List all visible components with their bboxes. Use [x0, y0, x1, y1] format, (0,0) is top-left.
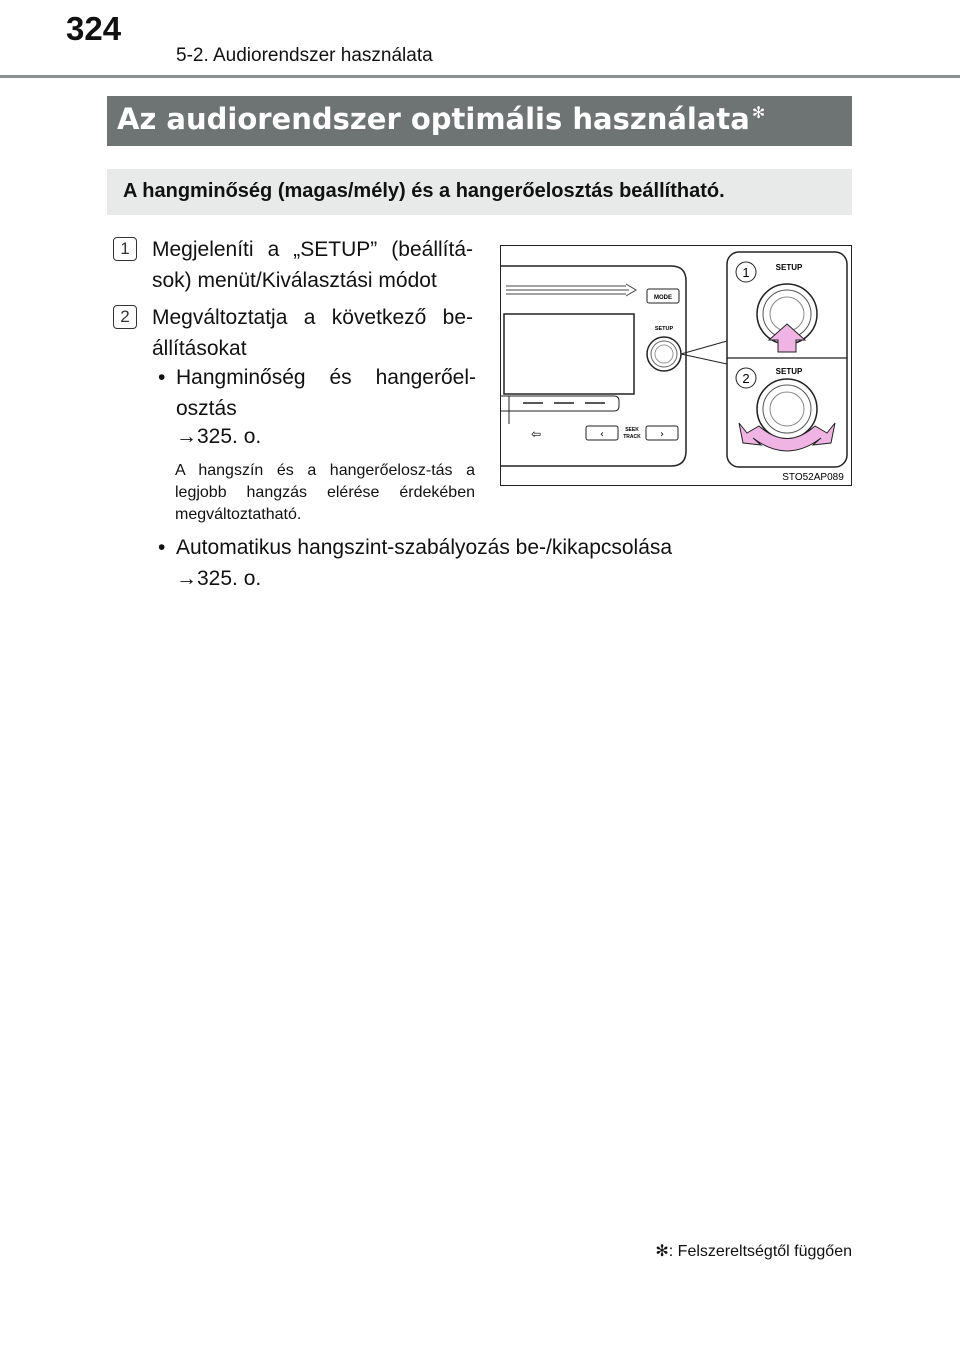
usb-icon: ⇦ [531, 427, 542, 441]
summary-box: A hangminőség (magas/mély) és a hangerőelosztás beállítható. [107, 169, 852, 215]
note-text: A hangszín és a hangerőelosz-tás a legjobb hangzás elérése érdekében megváltoztatható. [175, 462, 475, 523]
page-number: 324 [66, 10, 122, 47]
step-text: Megváltoztatja a következő be-állításokat [152, 306, 473, 360]
footnote [655, 1241, 852, 1261]
callout-1-number: 1 [742, 265, 750, 280]
bullet-dot: • [158, 536, 166, 559]
track-label: TRACK [623, 434, 641, 440]
audio-panel-figure [500, 245, 852, 486]
callout-1-label: SETUP [775, 263, 803, 272]
footnote-marker: ✻ [655, 1243, 669, 1260]
header-rule [0, 75, 960, 78]
step-text: Megjeleníti a „SETUP” (beállítá-sok) menüt/Kiválasztási módot [152, 238, 473, 292]
step-number: 2 [113, 305, 137, 329]
callout-2-number: 2 [742, 371, 750, 386]
page-reference[interactable]: →325. o. [176, 567, 262, 590]
bullet-text: Hangminőség és hangerőel-osztás [176, 366, 476, 420]
chevron-right-icon: › [660, 429, 664, 440]
callout-2-label: SETUP [775, 367, 803, 376]
bullet-asl [158, 532, 758, 563]
section-title-text: Az audiorendszer optimális használata [117, 102, 750, 136]
step-1 [113, 234, 473, 296]
bullet-sound-quality [158, 362, 476, 424]
figure-code: STO52AP089 [782, 472, 844, 483]
mode-button-label: MODE [654, 295, 672, 301]
step-2 [113, 302, 473, 364]
optional-marker: ✻ [751, 103, 766, 123]
chapter-title: 5-2. Audiorendszer használata [176, 45, 433, 66]
chevron-left-icon: ‹ [600, 429, 604, 440]
step-number: 1 [113, 237, 137, 261]
seek-label: SEEK [625, 427, 639, 433]
audio-panel-illustration [501, 246, 851, 485]
page-reference[interactable]: →325. o. [176, 425, 262, 448]
footnote-text: : Felszereltségtől függően [668, 1243, 852, 1260]
setup-knob-label: SETUP [654, 326, 674, 332]
bullet-text: Automatikus hangszint-szabályozás be-/kikapcsolása [176, 536, 673, 559]
bullet-dot: • [158, 366, 166, 389]
section-title [107, 96, 852, 146]
